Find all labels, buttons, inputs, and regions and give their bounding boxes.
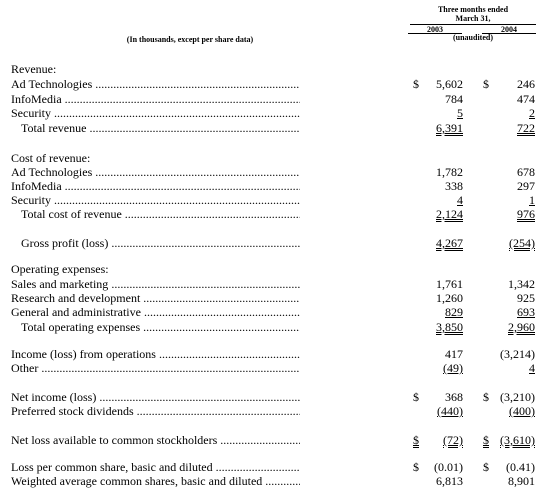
- value-2003: 3,850: [436, 320, 463, 334]
- table-row: [11, 278, 535, 291]
- value-2004: 1,342: [508, 277, 535, 291]
- units-note: (In thousands, except per share data): [126, 35, 254, 44]
- value-2004: 4: [529, 361, 535, 375]
- row-label: InfoMedia .....: [11, 93, 300, 106]
- value-2003: 368: [445, 390, 463, 404]
- currency-symbol: $: [483, 77, 489, 91]
- row-label: Ad Technologies .....: [11, 78, 300, 91]
- row-label: Ad Technologies .....: [11, 166, 300, 179]
- table-row: [11, 475, 535, 488]
- value-2003: 6,391: [436, 121, 463, 135]
- value-2004: (3,210): [500, 390, 535, 404]
- row-label: Research and development .....: [11, 292, 300, 305]
- table-row: [11, 321, 535, 334]
- table-row: [11, 292, 535, 305]
- value-2003: 6,813: [436, 474, 463, 488]
- value-2003: (440): [437, 404, 463, 418]
- row-label: Gross profit (loss) .....: [21, 237, 300, 250]
- row-label: Total operating expenses .....: [21, 321, 300, 334]
- table-row: [11, 78, 535, 91]
- currency-symbol: $: [413, 390, 419, 404]
- currency-symbol: $: [483, 460, 489, 474]
- row-label: Income (loss) from operations .....: [11, 348, 300, 361]
- value-2003: 417: [445, 347, 463, 361]
- table-row: [11, 405, 535, 418]
- row-label: Revenue:: [11, 63, 57, 76]
- row-label: Preferred stock dividends .....: [11, 405, 300, 418]
- currency-symbol: $: [413, 433, 419, 447]
- value-2004: 678: [517, 165, 535, 179]
- value-2004: (3,214): [500, 347, 535, 361]
- row-label: Net loss available to common stockholders .....: [11, 434, 300, 447]
- value-2004: (400): [509, 404, 535, 418]
- value-2004: 693: [517, 305, 535, 319]
- value-2003: 2,124: [436, 207, 463, 221]
- table-row: [11, 263, 535, 276]
- year-2004-header: 2004: [501, 25, 517, 34]
- period-header: Three months ended: [437, 5, 509, 14]
- row-label: Loss per common share, basic and diluted .....: [11, 461, 300, 474]
- row-label: Total revenue .....: [21, 122, 300, 135]
- value-2003: 829: [445, 305, 463, 319]
- value-2003: (0.01): [434, 460, 463, 474]
- value-2003: 1,260: [436, 291, 463, 305]
- value-2003: 5: [457, 106, 463, 120]
- table-row: [11, 166, 535, 179]
- period-date-header: March 31,: [455, 14, 491, 23]
- table-row: [11, 122, 535, 135]
- table-row: [11, 194, 535, 207]
- currency-symbol: $: [483, 390, 489, 404]
- row-label: InfoMedia .....: [11, 180, 300, 193]
- value-2004: 246: [517, 77, 535, 91]
- table-row: [11, 362, 535, 375]
- row-label: Total cost of revenue .....: [21, 208, 300, 221]
- currency-symbol: $: [413, 77, 419, 91]
- value-2003: 1,782: [436, 165, 463, 179]
- currency-symbol: $: [413, 460, 419, 474]
- table-row: [11, 461, 535, 474]
- row-label: Net income (loss) .....: [11, 391, 300, 404]
- table-row: [11, 306, 535, 319]
- table-row: [11, 152, 535, 165]
- row-label: General and administrative .....: [11, 306, 300, 319]
- row-label: Sales and marketing .....: [11, 278, 300, 291]
- value-2004: 8,901: [508, 474, 535, 488]
- table-row: [11, 208, 535, 221]
- table-row: [11, 434, 535, 447]
- table-row: [11, 348, 535, 361]
- value-2003: 1,761: [436, 277, 463, 291]
- table-row: [11, 63, 535, 76]
- value-2003: 4: [457, 193, 463, 207]
- value-2004: 474: [517, 92, 535, 106]
- value-2003: 338: [445, 179, 463, 193]
- year-2003-header: 2003: [427, 25, 443, 34]
- row-label: Operating expenses:: [11, 263, 109, 276]
- value-2004: 297: [517, 179, 535, 193]
- currency-symbol: $: [483, 433, 489, 447]
- row-label: Other .....: [11, 362, 300, 375]
- value-2004: (3,610): [500, 433, 535, 447]
- value-2003: (72): [443, 433, 463, 447]
- row-label: Security .....: [11, 107, 300, 120]
- value-2004: (0.41): [506, 460, 535, 474]
- table-row: [11, 180, 535, 193]
- table-row: [11, 107, 535, 120]
- table-row: [11, 391, 535, 404]
- value-2004: 722: [517, 121, 535, 135]
- value-2004: 976: [517, 207, 535, 221]
- value-2003: (49): [443, 361, 463, 375]
- table-row: [11, 93, 535, 106]
- value-2003: 5,602: [436, 77, 463, 91]
- value-2004: 2,960: [508, 320, 535, 334]
- row-label: Weighted average common shares, basic and diluted .....: [11, 475, 300, 488]
- table-row: [11, 237, 535, 250]
- value-2003: 4,267: [436, 236, 463, 250]
- value-2003: 784: [445, 92, 463, 106]
- value-2004: 2: [529, 106, 535, 120]
- unaudited-note: (unaudited): [452, 33, 493, 42]
- value-2004: 1: [529, 193, 535, 207]
- value-2004: 925: [517, 291, 535, 305]
- value-2004: (254): [509, 236, 535, 250]
- row-label: Cost of revenue:: [11, 152, 91, 165]
- row-label: Security .....: [11, 194, 300, 207]
